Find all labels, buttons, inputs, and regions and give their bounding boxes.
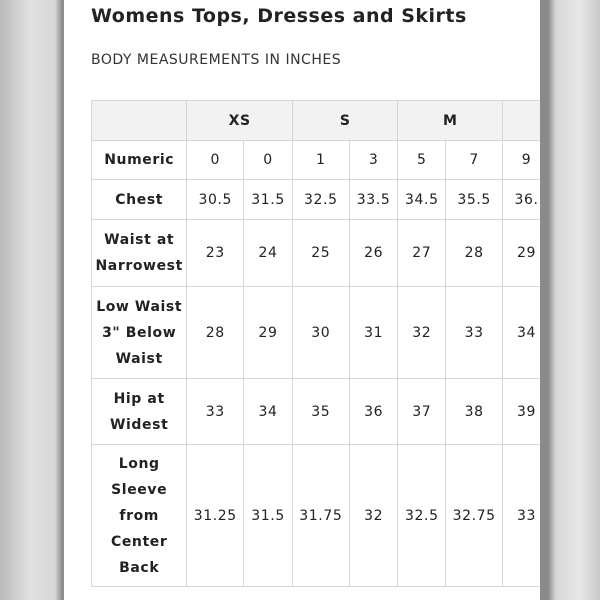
measurement-cell: 23	[187, 220, 244, 287]
measurement-cell: 24	[244, 220, 293, 287]
measurement-cell: 5	[398, 141, 446, 180]
measurement-cell: 30	[292, 287, 349, 379]
measurement-cell: 0	[244, 141, 293, 180]
table-row	[92, 445, 541, 587]
row-label: Long Sleeve from Center Back	[92, 445, 187, 587]
measurement-cell: 32.75	[446, 445, 503, 587]
measurement-cell: 33	[187, 379, 244, 445]
measurement-cell: 31.25	[187, 445, 244, 587]
measurement-cell: 30.5	[187, 180, 244, 220]
measurement-cell: 31	[349, 287, 398, 379]
row-label: Hip at Widest	[92, 379, 187, 445]
table-row	[92, 287, 541, 379]
measurement-cell: 34	[503, 287, 540, 379]
row-label: Numeric	[92, 141, 187, 180]
measurement-cell: 35.5	[446, 180, 503, 220]
measurement-cell: 32	[398, 287, 446, 379]
corner-cell	[92, 101, 187, 141]
measurement-cell: 9	[503, 141, 540, 180]
measurement-cell: 7	[446, 141, 503, 180]
table-row	[92, 379, 541, 445]
size-header-s: S	[292, 101, 398, 141]
measurement-cell: 31.5	[244, 445, 293, 587]
measurement-cell: 32	[349, 445, 398, 587]
size-chart-scroll-area[interactable]	[91, 100, 540, 600]
measurement-cell: 27	[398, 220, 446, 287]
table-row	[92, 180, 541, 220]
row-label: Chest	[92, 180, 187, 220]
row-label: Waist at Narrowest	[92, 220, 187, 287]
measurement-cell: 29	[244, 287, 293, 379]
page	[64, 0, 540, 600]
measurement-cell: 33	[446, 287, 503, 379]
measurement-cell: 38	[446, 379, 503, 445]
measurement-cell: 26	[349, 220, 398, 287]
measurement-cell: 36.	[503, 180, 540, 220]
table-row	[92, 220, 541, 287]
measurement-cell: 29	[503, 220, 540, 287]
measurement-cell: 33	[503, 445, 540, 587]
row-label: Low Waist 3" Below Waist	[92, 287, 187, 379]
table-row	[92, 141, 541, 180]
size-header-xs: XS	[187, 101, 293, 141]
measurement-cell: 28	[446, 220, 503, 287]
measurement-cell: 33.5	[349, 180, 398, 220]
size-header-row	[92, 101, 541, 141]
measurement-cell: 35	[292, 379, 349, 445]
measurement-cell: 37	[398, 379, 446, 445]
measurement-cell: 39	[503, 379, 540, 445]
measurement-cell: 1	[292, 141, 349, 180]
measurement-cell: 31.75	[292, 445, 349, 587]
measurement-cell: 28	[187, 287, 244, 379]
measurement-cell: 34	[244, 379, 293, 445]
size-header-m: M	[398, 101, 503, 141]
measurement-cell: 32.5	[398, 445, 446, 587]
measurement-cell: 36	[349, 379, 398, 445]
measurement-cell: 0	[187, 141, 244, 180]
measurement-cell: 25	[292, 220, 349, 287]
size-header-next	[503, 101, 540, 141]
page-title: Womens Tops, Dresses and Skirts	[91, 5, 467, 27]
page-subtitle: BODY MEASUREMENTS IN INCHES	[91, 52, 342, 68]
measurement-cell: 3	[349, 141, 398, 180]
measurement-cell: 34.5	[398, 180, 446, 220]
size-chart-table	[91, 100, 540, 587]
measurement-cell: 31.5	[244, 180, 293, 220]
measurement-cell: 32.5	[292, 180, 349, 220]
